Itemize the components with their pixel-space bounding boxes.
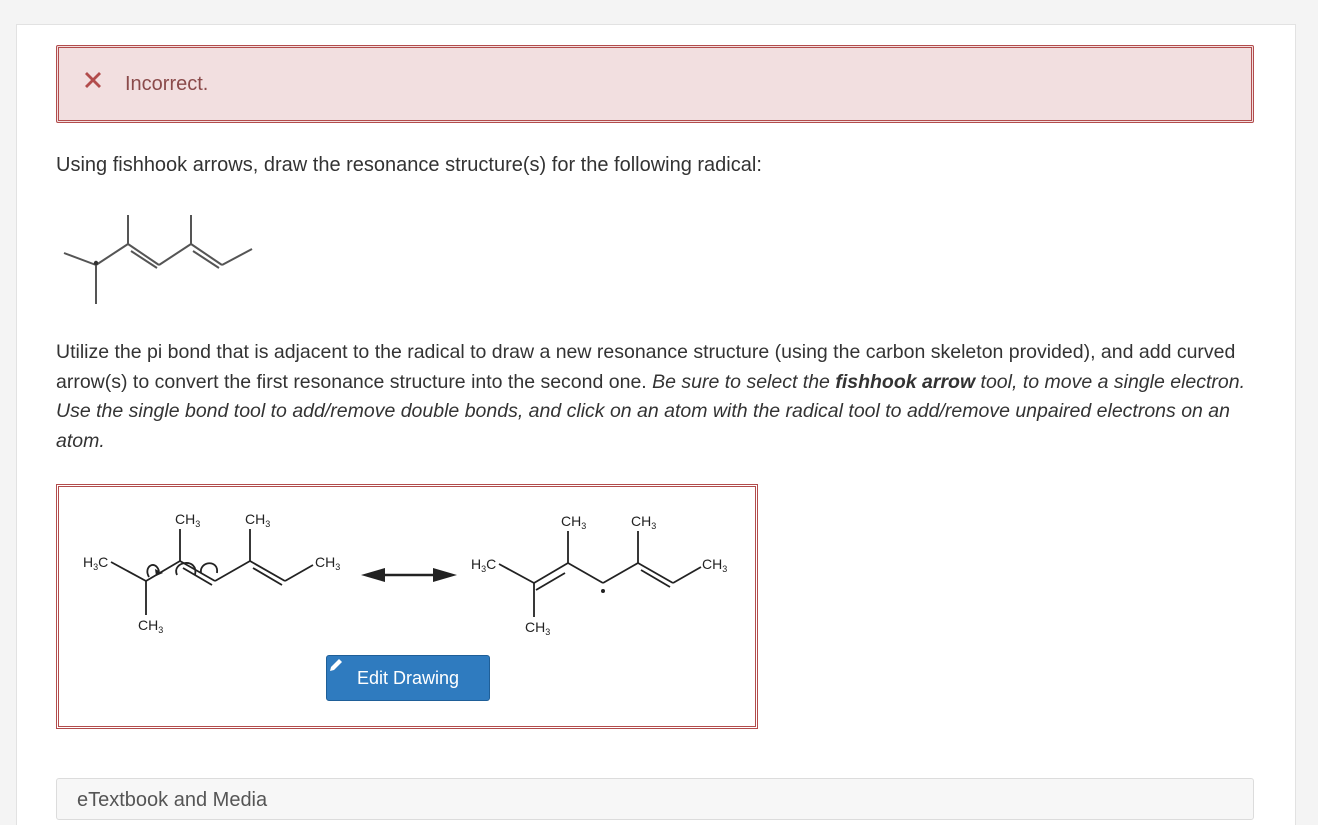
- label-ch3-right-end: $CH_3$: [702, 556, 728, 574]
- label-ch3-left-end: $CH_3$: [315, 554, 341, 572]
- x-mark-icon: [81, 68, 105, 92]
- question-prompt: Using fishhook arrows, draw the resonance structure(s) for the following radical:: [56, 154, 762, 176]
- label-ch3-right-2: $CH_3$: [631, 513, 657, 531]
- instructions-text: Utilize the pi bond that is adjacent to the radical to draw a new resonance structure (using the carbon skeleton provided), and add curved arrow(s) to convert the first resonance structure into the second one.: [56, 341, 1236, 393]
- drawing-canvas[interactable]: [56, 484, 758, 729]
- question-instructions: [56, 338, 1256, 456]
- instructions-bold: fishhook arrow: [835, 370, 976, 393]
- instructions-italic-1: Be sure to select the: [652, 370, 830, 393]
- label-ch3-left-bottom: $CH_3$: [138, 617, 164, 635]
- etextbook-label: eTextbook and Media: [77, 789, 268, 811]
- edit-drawing-label: Edit Drawing: [356, 667, 460, 688]
- label-ch3-left-1: $CH_3$: [175, 511, 201, 529]
- feedback-status: Incorrect.: [125, 73, 209, 95]
- etextbook-section[interactable]: [56, 778, 1254, 820]
- radical-structure: [56, 205, 266, 310]
- label-ch3-right-bottom: $CH_3$: [525, 619, 551, 637]
- edit-drawing-button[interactable]: [326, 655, 490, 701]
- feedback-banner: [56, 45, 1254, 123]
- instructions-italic-2: tool, to move a single electron. Use the single bond tool to add/remove double bonds, and click on an atom with the radical tool to add/remove unpaired electrons on an atom.: [56, 370, 1246, 452]
- label-h3c-left: $H_3C$: [83, 554, 109, 572]
- label-ch3-right-1: $CH_3$: [561, 513, 587, 531]
- label-h3c-right: $H_3C$: [471, 556, 497, 574]
- pencil-icon: [327, 656, 345, 674]
- label-ch3-left-2: $CH_3$: [245, 511, 271, 529]
